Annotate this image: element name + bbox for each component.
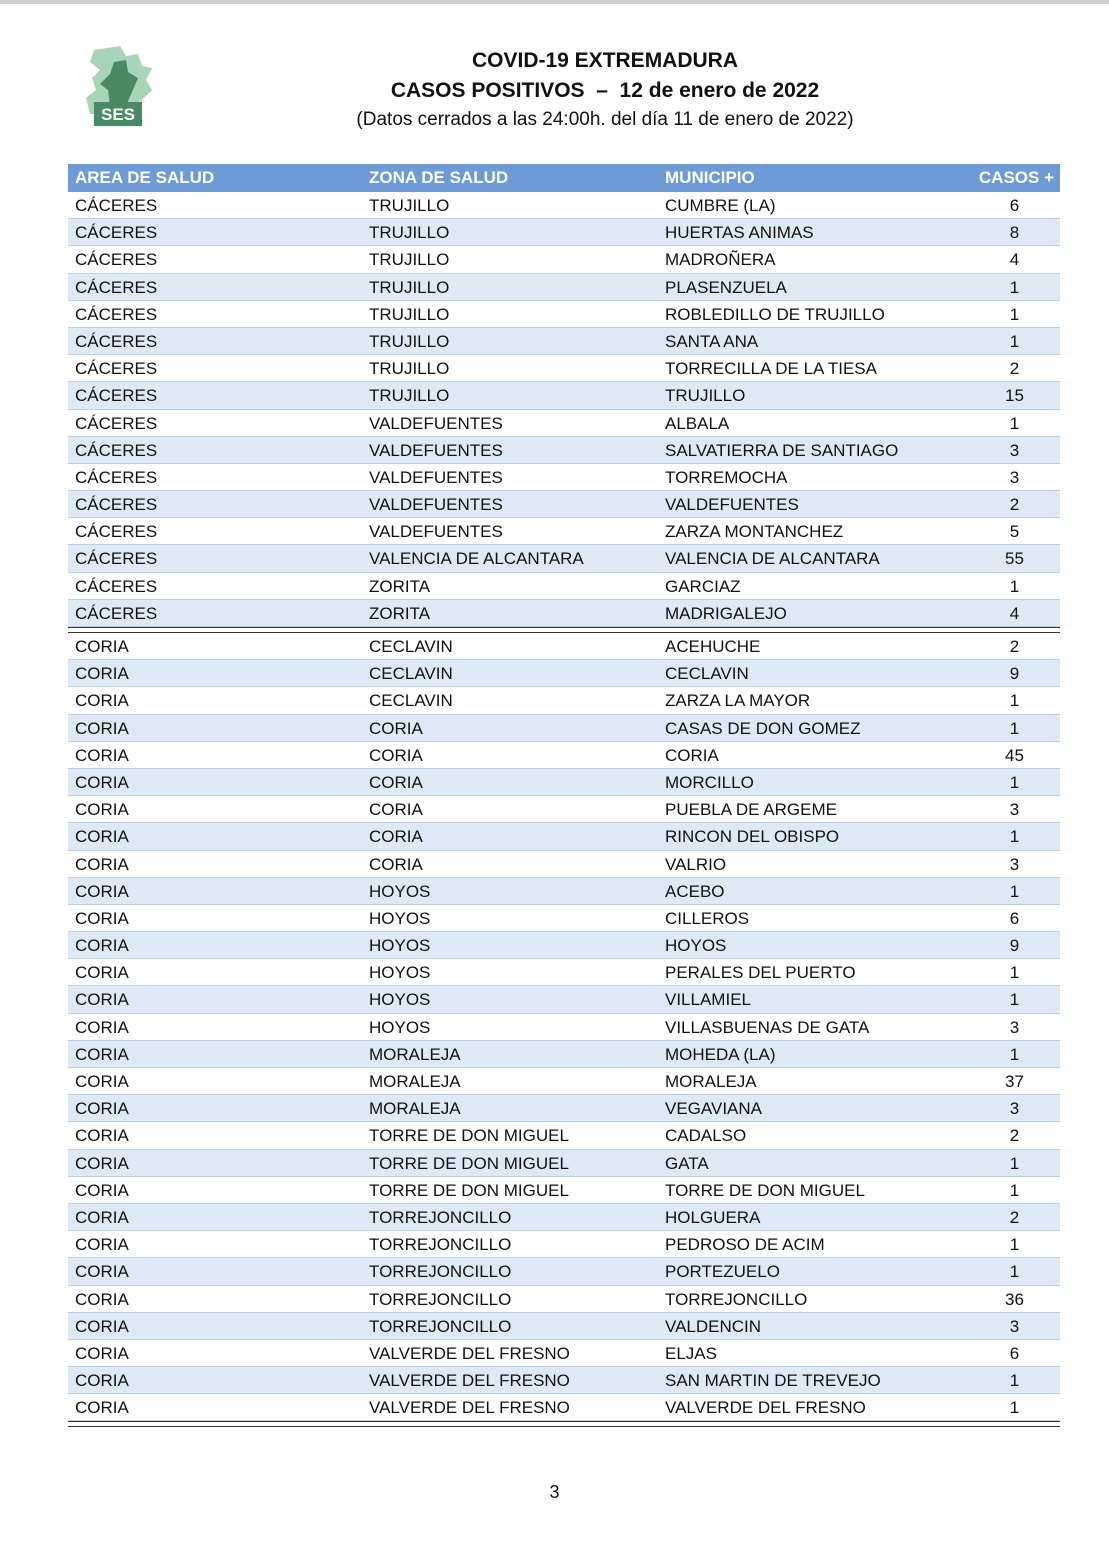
municipio-cell: MADROÑERA [665, 250, 776, 270]
table-row [68, 986, 1060, 1013]
table-row [68, 851, 1060, 878]
casos-cell: 36 [1005, 1289, 1024, 1309]
zona-cell: TRUJILLO [369, 250, 450, 270]
casos-cell: 2 [1009, 1207, 1020, 1227]
ses-logo-icon [80, 44, 160, 128]
municipio-cell: ACEBO [665, 881, 725, 901]
area-cell: CÁCERES [75, 495, 158, 515]
zona-cell: VALVERDE DEL FRESNO [369, 1371, 570, 1391]
zona-cell: HOYOS [369, 963, 431, 983]
area-cell: CÁCERES [75, 277, 158, 297]
zona-cell: TRUJILLO [369, 277, 450, 297]
area-cell: CÁCERES [75, 549, 158, 569]
casos-cell: 1 [1009, 576, 1020, 596]
municipio-cell: ELJAS [665, 1343, 717, 1363]
zona-cell: HOYOS [369, 990, 431, 1010]
area-cell: CORIA [75, 1099, 129, 1119]
table-row [68, 1367, 1060, 1394]
area-cell: CÁCERES [75, 467, 158, 487]
area-cell: CÁCERES [75, 603, 158, 623]
table-row [68, 1394, 1060, 1421]
area-cell: CORIA [75, 772, 129, 792]
casos-cell: 2 [1009, 1126, 1020, 1146]
municipio-cell: SAN MARTIN DE TREVEJO [665, 1371, 881, 1391]
zona-cell: VALDEFUENTES [369, 467, 503, 487]
area-cell: CORIA [75, 1262, 129, 1282]
table-row [68, 1068, 1060, 1095]
table-row [68, 878, 1060, 905]
area-cell: CÁCERES [75, 331, 158, 351]
casos-cell: 1 [1009, 718, 1020, 738]
column-header-area: AREA DE SALUD [75, 168, 215, 187]
zona-cell: TRUJILLO [369, 359, 450, 379]
zona-cell: TORREJONCILLO [369, 1316, 512, 1336]
casos-cell: 1 [1009, 413, 1020, 433]
table-row [68, 1204, 1060, 1231]
zona-cell: TORREJONCILLO [369, 1289, 512, 1309]
zona-cell: VALVERDE DEL FRESNO [369, 1343, 570, 1363]
area-cell: CÁCERES [75, 522, 158, 542]
municipio-cell: VALENCIA DE ALCANTARA [665, 549, 880, 569]
area-cell: CÁCERES [75, 223, 158, 243]
area-cell: CORIA [75, 1398, 129, 1418]
zona-cell: VALENCIA DE ALCANTARA [369, 549, 584, 569]
casos-cell: 9 [1009, 664, 1020, 684]
municipio-cell: ALBALA [665, 413, 730, 433]
zona-cell: MORALEJA [369, 1072, 461, 1091]
zona-cell: VALDEFUENTES [369, 522, 503, 542]
casos-cell: 3 [1009, 800, 1020, 820]
area-cell: CORIA [75, 1126, 129, 1146]
casos-cell: 4 [1009, 250, 1020, 270]
municipio-cell: TORRE DE DON MIGUEL [665, 1180, 865, 1200]
area-cell: CORIA [75, 990, 129, 1010]
area-cell: CORIA [75, 827, 129, 847]
casos-cell: 1 [1009, 1044, 1020, 1064]
ses-logo [80, 44, 160, 128]
table-row [68, 633, 1060, 660]
municipio-cell: MOHEDA (LA) [665, 1044, 776, 1064]
municipio-cell: VALDENCIN [665, 1316, 762, 1336]
area-cell: CORIA [75, 1343, 129, 1363]
table-row [68, 742, 1060, 769]
casos-cell: 37 [1005, 1072, 1024, 1091]
municipio-cell: TORREJONCILLO [665, 1289, 808, 1309]
zona-cell: CECLAVIN [369, 691, 453, 711]
municipio-cell: TRUJILLO [665, 386, 746, 406]
casos-cell: 55 [1005, 549, 1024, 569]
zona-cell: ZORITA [369, 603, 431, 623]
area-cell: CORIA [75, 881, 129, 901]
area-cell: CORIA [75, 1072, 129, 1091]
zona-cell: CORIA [369, 800, 423, 820]
zona-cell: TRUJILLO [369, 196, 450, 215]
area-cell: CÁCERES [75, 359, 158, 379]
casos-cell: 45 [1005, 745, 1024, 765]
zona-cell: TRUJILLO [369, 331, 450, 351]
municipio-cell: CILLEROS [665, 908, 750, 928]
area-cell: CÁCERES [75, 304, 158, 324]
municipio-cell: PORTEZUELO [665, 1262, 780, 1282]
zona-cell: HOYOS [369, 1017, 431, 1037]
casos-cell: 1 [1009, 1180, 1020, 1200]
casos-cell: 4 [1009, 603, 1020, 623]
casos-cell: 3 [1009, 1316, 1020, 1336]
municipio-cell: VALDEFUENTES [665, 495, 799, 515]
zona-cell: TORREJONCILLO [369, 1262, 512, 1282]
table-row [68, 410, 1060, 437]
municipio-cell: HOYOS [665, 936, 727, 956]
municipio-cell: RINCON DEL OBISPO [665, 827, 840, 847]
table-row [68, 246, 1060, 273]
casos-cell: 3 [1009, 1017, 1020, 1037]
area-cell: CORIA [75, 908, 129, 928]
municipio-cell: SANTA ANA [665, 331, 759, 351]
casos-cell: 1 [1009, 1398, 1020, 1418]
area-cell: CORIA [75, 1371, 129, 1391]
casos-cell: 1 [1009, 1235, 1020, 1255]
casos-cell: 3 [1009, 854, 1020, 874]
municipio-cell: PEDROSO DE ACIM [665, 1235, 825, 1255]
casos-cell: 15 [1005, 386, 1024, 406]
casos-cell: 8 [1009, 223, 1020, 243]
zona-cell: CECLAVIN [369, 637, 453, 656]
table-row [68, 959, 1060, 986]
table-row [68, 355, 1060, 382]
table-row [68, 932, 1060, 959]
area-cell: CORIA [75, 1017, 129, 1037]
table-row [68, 687, 1060, 714]
column-header-casos: CASOS + [978, 168, 1054, 187]
casos-cell: 1 [1009, 881, 1020, 901]
area-cell: CORIA [75, 718, 129, 738]
municipio-cell: ZARZA LA MAYOR [665, 691, 811, 711]
area-cell: CORIA [75, 1289, 129, 1309]
table-row [68, 715, 1060, 742]
table-row [68, 1122, 1060, 1149]
zona-cell: ZORITA [369, 576, 431, 596]
table-row [68, 1340, 1060, 1367]
table-row [68, 905, 1060, 932]
zona-cell: VALDEFUENTES [369, 413, 503, 433]
document-subtitle: CASOS POSITIVOS – 12 de enero de 2022 [390, 79, 820, 102]
document-title: COVID-19 EXTREMADURA [471, 49, 739, 72]
municipio-cell: VALRIO [665, 854, 727, 874]
table-row [68, 1286, 1060, 1313]
area-cell: CORIA [75, 1180, 129, 1200]
zona-cell: TRUJILLO [369, 223, 450, 243]
zona-cell: CORIA [369, 718, 423, 738]
group-separator [68, 1421, 1060, 1427]
casos-cell: 1 [1009, 1262, 1020, 1282]
area-cell: CÁCERES [75, 413, 158, 433]
table-row [68, 1095, 1060, 1122]
table-row [68, 573, 1060, 600]
table-row [68, 192, 1060, 219]
area-cell: CÁCERES [75, 250, 158, 270]
casos-cell: 6 [1009, 196, 1020, 215]
municipio-cell: CORIA [665, 745, 719, 765]
casos-cell: 5 [1009, 522, 1020, 542]
table-row [68, 1313, 1060, 1340]
zona-cell: VALDEFUENTES [369, 495, 503, 515]
document-note: (Datos cerrados a las 24:00h. del día 11 de enero de 2022) [356, 109, 854, 130]
table-row [68, 1041, 1060, 1068]
table-row [68, 1231, 1060, 1258]
table-row [68, 545, 1060, 572]
table-row [68, 823, 1060, 850]
casos-cell: 1 [1009, 277, 1020, 297]
area-cell: CORIA [75, 691, 129, 711]
casos-cell: 2 [1009, 637, 1020, 656]
zona-cell: VALDEFUENTES [369, 440, 503, 460]
zona-cell: TORRE DE DON MIGUEL [369, 1153, 569, 1173]
table-row [68, 328, 1060, 355]
area-cell: CORIA [75, 1207, 129, 1227]
table-row [68, 382, 1060, 409]
table-row [68, 1177, 1060, 1204]
municipio-cell: ZARZA MONTANCHEZ [665, 522, 844, 542]
zona-cell: TORREJONCILLO [369, 1207, 512, 1227]
area-cell: CORIA [75, 800, 129, 820]
page-number: 3 [549, 1482, 560, 1502]
zona-cell: TORRE DE DON MIGUEL [369, 1126, 569, 1146]
area-cell: CÁCERES [75, 386, 158, 406]
municipio-cell: CADALSO [665, 1126, 747, 1146]
municipio-cell: PLASENZUELA [665, 277, 787, 297]
area-cell: CORIA [75, 1044, 129, 1064]
casos-cell: 1 [1009, 963, 1020, 983]
area-cell: CORIA [75, 1316, 129, 1336]
casos-cell: 6 [1009, 908, 1020, 928]
area-cell: CÁCERES [75, 440, 158, 460]
table-row [68, 796, 1060, 823]
municipio-cell: ACEHUCHE [665, 637, 761, 656]
municipio-cell: SALVATIERRA DE SANTIAGO [665, 440, 899, 460]
municipio-cell: CASAS DE DON GOMEZ [665, 718, 861, 738]
table-row [68, 1150, 1060, 1177]
zona-cell: TORREJONCILLO [369, 1235, 512, 1255]
municipio-cell: TORRECILLA DE LA TIESA [665, 359, 877, 379]
casos-cell: 1 [1009, 1153, 1020, 1173]
municipio-cell: HUERTAS ANIMAS [665, 223, 814, 243]
casos-cell: 1 [1009, 331, 1020, 351]
municipio-cell: HOLGUERA [665, 1207, 761, 1227]
area-cell: CORIA [75, 936, 129, 956]
area-cell: CORIA [75, 1235, 129, 1255]
casos-cell: 1 [1009, 1371, 1020, 1391]
casos-cell: 3 [1009, 440, 1020, 460]
municipio-cell: PUEBLA DE ARGEME [665, 800, 837, 820]
zona-cell: TORRE DE DON MIGUEL [369, 1180, 569, 1200]
table-row [68, 464, 1060, 491]
municipio-cell: TORREMOCHA [665, 467, 788, 487]
municipio-cell: VALVERDE DEL FRESNO [665, 1398, 866, 1418]
column-header-municipio: MUNICIPIO [665, 168, 755, 187]
area-cell: CORIA [75, 637, 129, 656]
zona-cell: HOYOS [369, 936, 431, 956]
top-edge-line [0, 0, 1109, 4]
column-header-zona: ZONA DE SALUD [369, 168, 509, 187]
municipio-cell: PERALES DEL PUERTO [665, 963, 856, 983]
municipio-cell: GATA [665, 1153, 709, 1173]
document-header [200, 46, 1010, 134]
municipio-cell: ROBLEDILLO DE TRUJILLO [665, 304, 885, 324]
table-row [68, 491, 1060, 518]
area-cell: CÁCERES [75, 196, 158, 215]
zona-cell: HOYOS [369, 908, 431, 928]
zona-cell: CORIA [369, 827, 423, 847]
table-row [68, 219, 1060, 246]
area-cell: CÁCERES [75, 576, 158, 596]
table-row [68, 437, 1060, 464]
zona-cell: HOYOS [369, 881, 431, 901]
municipio-cell: CUMBRE (LA) [665, 196, 776, 215]
zona-cell: MORALEJA [369, 1044, 461, 1064]
municipio-cell: MORALEJA [665, 1072, 757, 1091]
zona-cell: TRUJILLO [369, 304, 450, 324]
table-row [68, 600, 1060, 627]
casos-cell: 1 [1009, 691, 1020, 711]
casos-cell: 1 [1009, 827, 1020, 847]
casos-cell: 2 [1009, 495, 1020, 515]
cases-table [68, 164, 1060, 1427]
table-header-row [68, 164, 1060, 192]
table-row [68, 301, 1060, 328]
zona-cell: CORIA [369, 745, 423, 765]
area-cell: CORIA [75, 963, 129, 983]
zona-cell: CORIA [369, 854, 423, 874]
municipio-cell: VILLAMIEL [665, 990, 751, 1010]
municipio-cell: GARCIAZ [665, 576, 741, 596]
municipio-cell: VEGAVIANA [665, 1099, 762, 1119]
casos-cell: 1 [1009, 990, 1020, 1010]
table-row [68, 1258, 1060, 1285]
casos-cell: 1 [1009, 304, 1020, 324]
municipio-cell: MADRIGALEJO [665, 603, 787, 623]
table-row [68, 660, 1060, 687]
zona-cell: TRUJILLO [369, 386, 450, 406]
table-body [68, 192, 1060, 1427]
zona-cell: CORIA [369, 772, 423, 792]
table-row [68, 518, 1060, 545]
zona-cell: VALVERDE DEL FRESNO [369, 1398, 570, 1418]
table-row [68, 769, 1060, 796]
table-row [68, 1014, 1060, 1041]
area-cell: CORIA [75, 745, 129, 765]
municipio-cell: MORCILLO [665, 772, 754, 792]
area-cell: CORIA [75, 664, 129, 684]
casos-cell: 1 [1009, 772, 1020, 792]
zona-cell: MORALEJA [369, 1099, 461, 1119]
area-cell: CORIA [75, 1153, 129, 1173]
casos-cell: 3 [1009, 467, 1020, 487]
casos-cell: 6 [1009, 1343, 1020, 1363]
logo-text: SES [100, 105, 136, 124]
area-cell: CORIA [75, 854, 129, 874]
casos-cell: 2 [1009, 359, 1020, 379]
table-row [68, 274, 1060, 301]
casos-cell: 9 [1009, 936, 1020, 956]
zona-cell: CECLAVIN [369, 664, 453, 684]
municipio-cell: VILLASBUENAS DE GATA [665, 1017, 870, 1037]
casos-cell: 3 [1009, 1099, 1020, 1119]
municipio-cell: CECLAVIN [665, 664, 749, 684]
